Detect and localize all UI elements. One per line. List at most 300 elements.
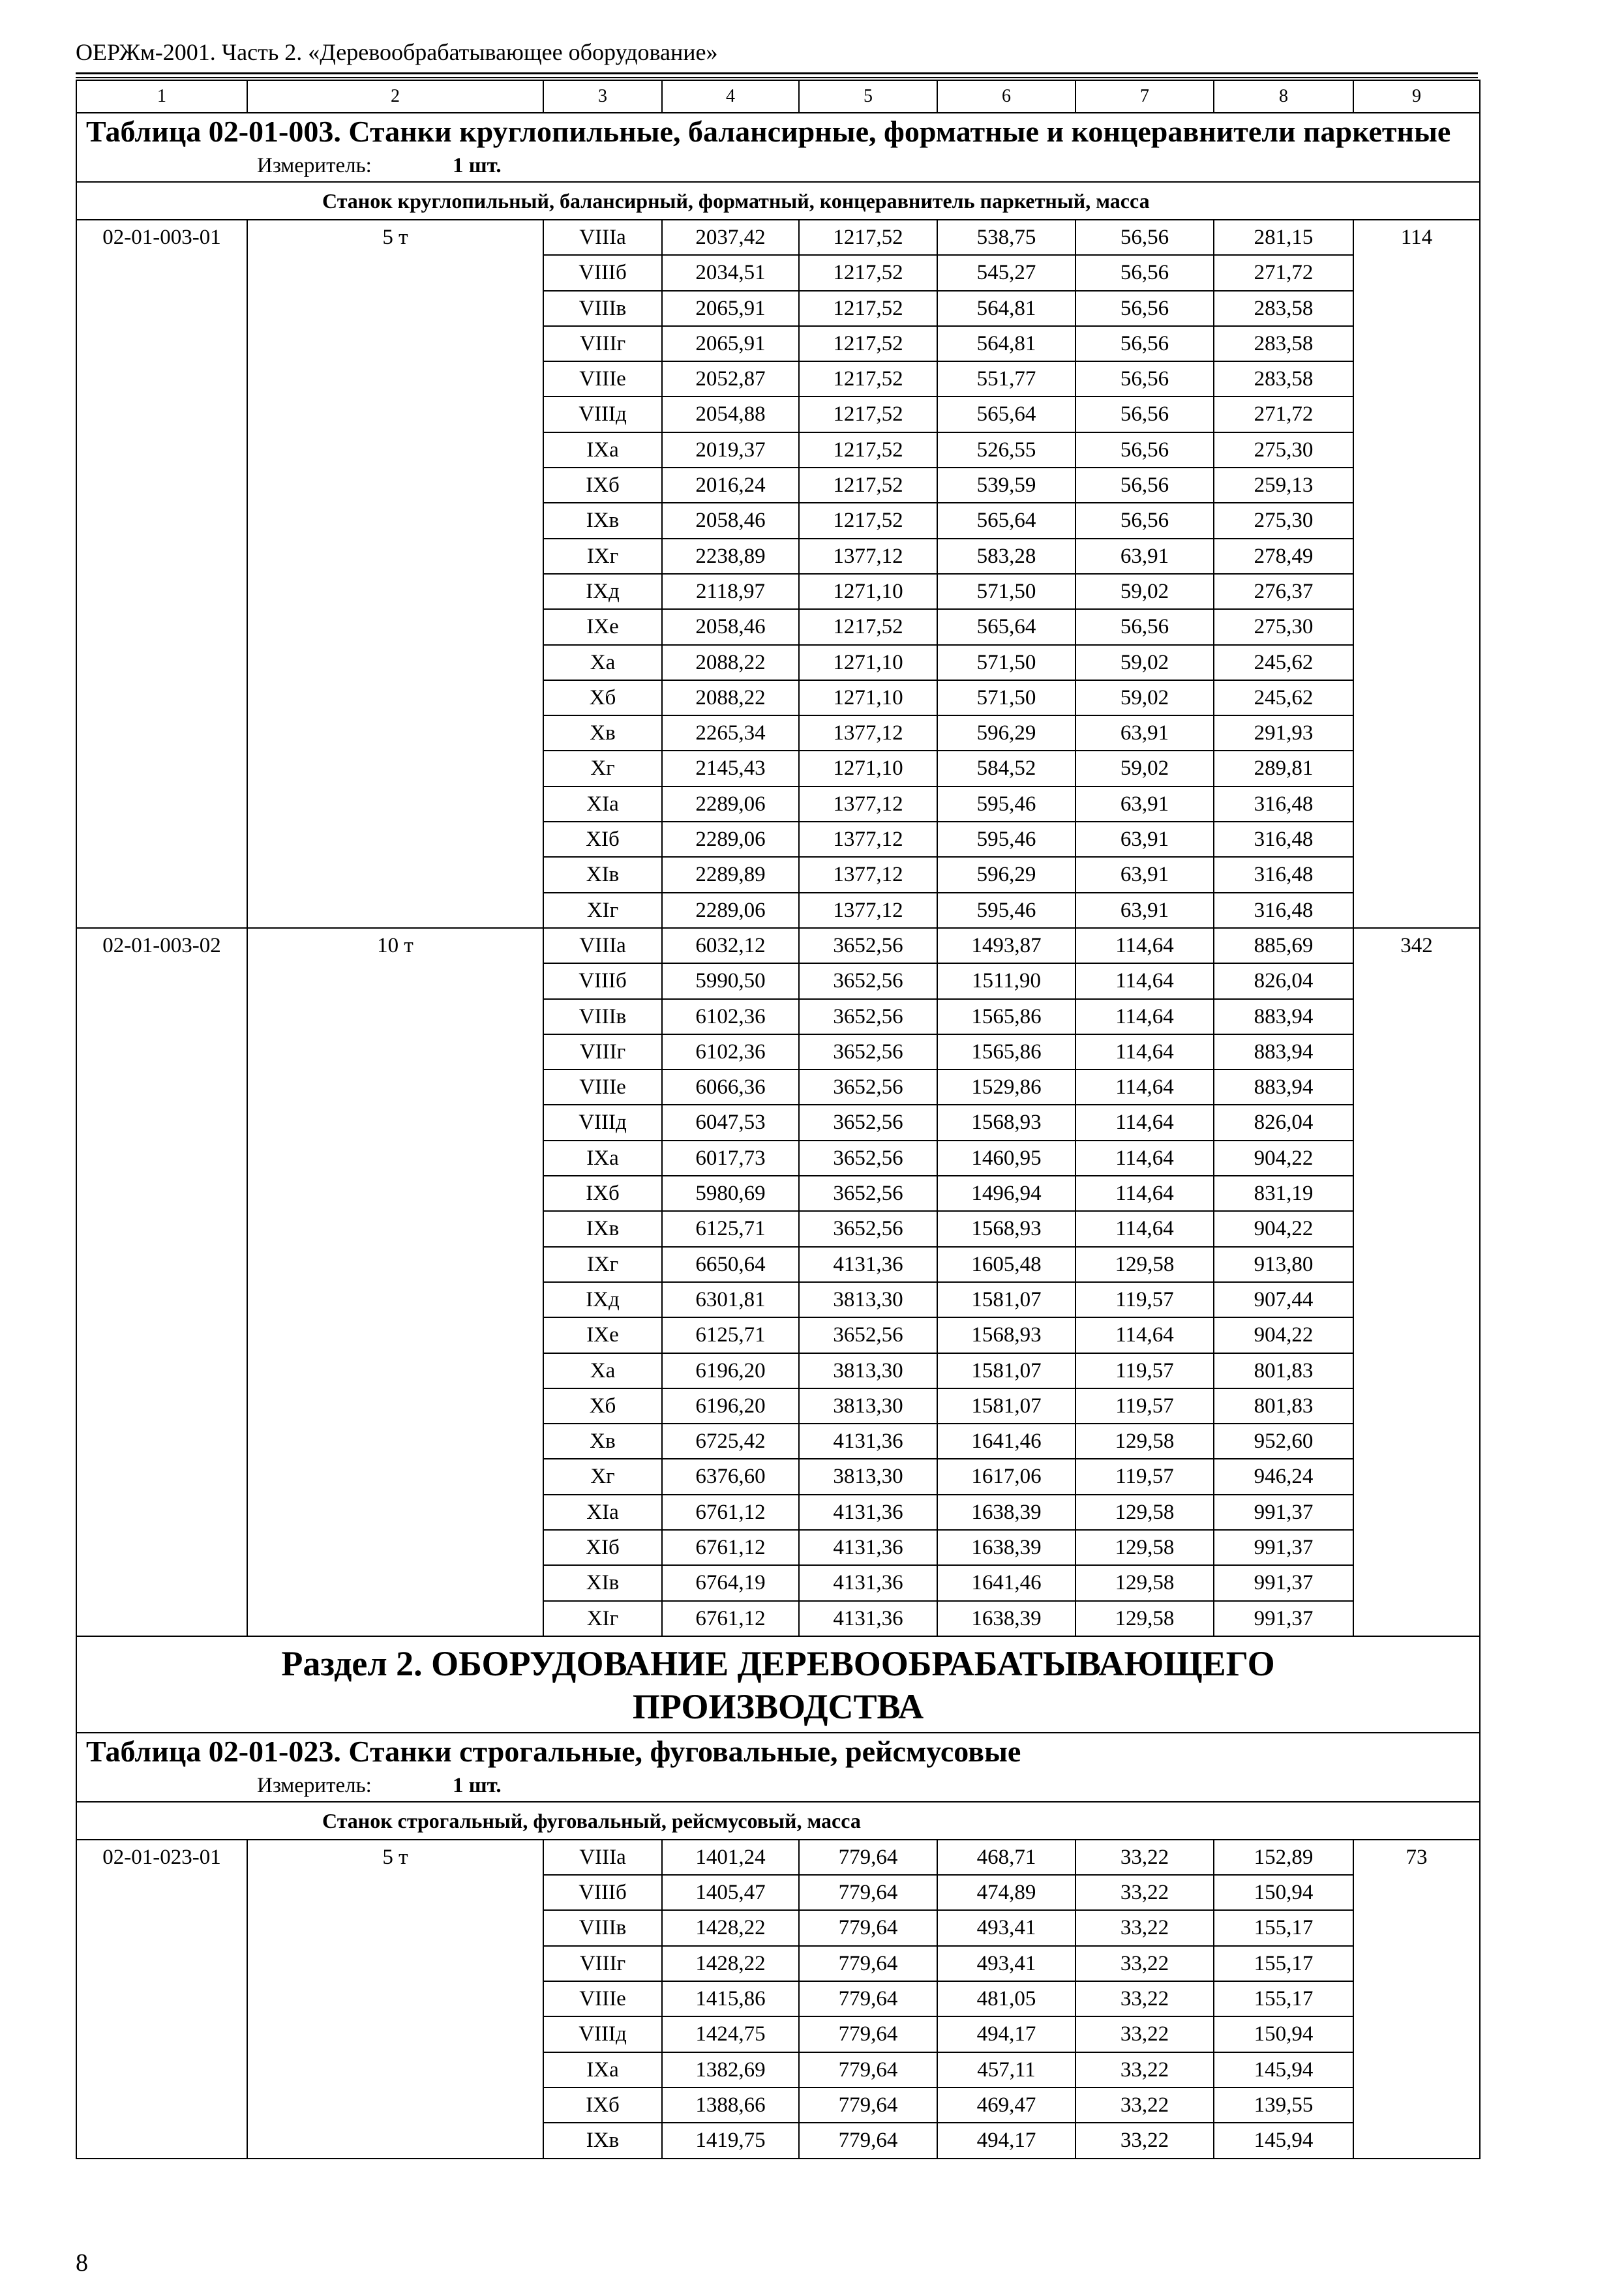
- header-rule: [76, 77, 1478, 78]
- price-value: 2118,97: [662, 574, 799, 609]
- price-value: 3652,56: [799, 1211, 937, 1246]
- price-value: 63,91: [1075, 822, 1214, 857]
- zone-code: Xа: [543, 1353, 662, 1388]
- price-value: 1568,93: [937, 1211, 1075, 1246]
- zone-code: XIв: [543, 1565, 662, 1600]
- price-value: 1405,47: [662, 1875, 799, 1910]
- price-value: 1641,46: [937, 1565, 1075, 1600]
- price-value: 63,91: [1075, 786, 1214, 822]
- price-value: 1568,93: [937, 1105, 1075, 1140]
- price-value: 571,50: [937, 645, 1075, 680]
- labor-value: 342: [1353, 928, 1480, 1636]
- labor-value: 73: [1353, 1840, 1480, 2159]
- price-value: 129,58: [1075, 1424, 1214, 1459]
- price-value: 1377,12: [799, 857, 937, 892]
- price-value: 883,94: [1214, 1034, 1353, 1070]
- price-value: 2289,06: [662, 786, 799, 822]
- price-value: 2289,06: [662, 822, 799, 857]
- price-value: 283,58: [1214, 326, 1353, 361]
- price-value: 469,47: [937, 2087, 1075, 2123]
- price-value: 779,64: [799, 2087, 937, 2123]
- price-value: 129,58: [1075, 1565, 1214, 1600]
- price-value: 1568,93: [937, 1317, 1075, 1353]
- price-value: 1217,52: [799, 361, 937, 396]
- price-value: 1217,52: [799, 432, 937, 468]
- price-value: 271,72: [1214, 255, 1353, 290]
- price-value: 1401,24: [662, 1840, 799, 1875]
- price-value: 3652,56: [799, 1070, 937, 1105]
- price-value: 2065,91: [662, 326, 799, 361]
- resource-code: 02-01-003-01: [76, 220, 247, 928]
- zone-code: IXб: [543, 1176, 662, 1211]
- price-value: 283,58: [1214, 291, 1353, 326]
- price-value: 2034,51: [662, 255, 799, 290]
- price-value: 155,17: [1214, 1910, 1353, 1945]
- price-value: 1271,10: [799, 751, 937, 786]
- price-value: 114,64: [1075, 963, 1214, 998]
- resource-code: 02-01-003-02: [76, 928, 247, 1636]
- zone-code: XIг: [543, 893, 662, 928]
- price-value: 275,30: [1214, 432, 1353, 468]
- price-value: 2065,91: [662, 291, 799, 326]
- zone-code: Xв: [543, 1424, 662, 1459]
- table-title-cell: [76, 113, 1480, 182]
- price-value: 6047,53: [662, 1105, 799, 1140]
- price-value: 2054,88: [662, 396, 799, 432]
- price-value: 6066,36: [662, 1070, 799, 1105]
- price-value: 56,56: [1075, 255, 1214, 290]
- price-value: 4131,36: [799, 1601, 937, 1636]
- mass: 5 т: [247, 1840, 543, 2159]
- price-value: 565,64: [937, 396, 1075, 432]
- price-value: 33,22: [1075, 1946, 1214, 1981]
- column-number: 5: [799, 80, 937, 113]
- price-value: 545,27: [937, 255, 1075, 290]
- price-value: 114,64: [1075, 1070, 1214, 1105]
- zone-code: IXб: [543, 2087, 662, 2123]
- price-value: 145,94: [1214, 2052, 1353, 2087]
- price-value: 150,94: [1214, 1875, 1353, 1910]
- price-value: 1581,07: [937, 1353, 1075, 1388]
- zone-code: IXе: [543, 1317, 662, 1353]
- mass: 5 т: [247, 220, 543, 928]
- price-value: 245,62: [1214, 645, 1353, 680]
- table-title: Таблица 02-01-003. Станки круглопильные, балансирные, форматные и концеравнители паркетные: [86, 115, 1451, 148]
- price-value: 119,57: [1075, 1353, 1214, 1388]
- price-value: 571,50: [937, 680, 1075, 715]
- price-value: 6125,71: [662, 1317, 799, 1353]
- zone-code: IXд: [543, 574, 662, 609]
- zone-code: VIIIб: [543, 1875, 662, 1910]
- price-value: 119,57: [1075, 1388, 1214, 1424]
- price-value: 5980,69: [662, 1176, 799, 1211]
- table-row: [76, 1840, 1480, 1875]
- price-value: 779,64: [799, 2016, 937, 2052]
- zone-code: IXа: [543, 432, 662, 468]
- price-value: 494,17: [937, 2016, 1075, 2052]
- price-value: 6196,20: [662, 1388, 799, 1424]
- mass: 10 т: [247, 928, 543, 1636]
- price-value: 33,22: [1075, 2123, 1214, 2158]
- table-title-cell: [76, 1733, 1480, 1802]
- price-value: 63,91: [1075, 715, 1214, 751]
- price-value: 6196,20: [662, 1353, 799, 1388]
- price-value: 595,46: [937, 893, 1075, 928]
- zone-code: VIIIд: [543, 396, 662, 432]
- price-value: 114,64: [1075, 1105, 1214, 1140]
- price-value: 779,64: [799, 2052, 937, 2087]
- measure-line: [86, 150, 1479, 181]
- price-value: 278,49: [1214, 539, 1353, 574]
- price-value: 56,56: [1075, 396, 1214, 432]
- zone-code: IXв: [543, 1211, 662, 1246]
- price-value: 56,56: [1075, 503, 1214, 538]
- zone-code: XIг: [543, 1601, 662, 1636]
- zone-code: Xг: [543, 1459, 662, 1494]
- price-value: 3652,56: [799, 999, 937, 1034]
- zone-code: Xб: [543, 680, 662, 715]
- price-value: 565,64: [937, 609, 1075, 644]
- price-value: 801,83: [1214, 1388, 1353, 1424]
- price-value: 1638,39: [937, 1530, 1075, 1565]
- price-value: 316,48: [1214, 857, 1353, 892]
- price-value: 275,30: [1214, 609, 1353, 644]
- price-value: 565,64: [937, 503, 1075, 538]
- measure-label: Измеритель:: [257, 1773, 372, 1797]
- price-value: 4131,36: [799, 1495, 937, 1530]
- zone-code: IXб: [543, 468, 662, 503]
- price-value: 281,15: [1214, 220, 1353, 255]
- price-value: 3652,56: [799, 963, 937, 998]
- price-value: 283,58: [1214, 361, 1353, 396]
- price-value: 3813,30: [799, 1282, 937, 1317]
- price-value: 991,37: [1214, 1495, 1353, 1530]
- price-value: 991,37: [1214, 1565, 1353, 1600]
- price-value: 114,64: [1075, 928, 1214, 963]
- price-value: 1377,12: [799, 539, 937, 574]
- price-value: 271,72: [1214, 396, 1353, 432]
- zone-code: VIIIб: [543, 963, 662, 998]
- price-value: 2016,24: [662, 468, 799, 503]
- price-value: 779,64: [799, 1875, 937, 1910]
- price-value: 2058,46: [662, 609, 799, 644]
- price-value: 1493,87: [937, 928, 1075, 963]
- zone-code: VIIIд: [543, 1105, 662, 1140]
- price-value: 539,59: [937, 468, 1075, 503]
- column-number: 9: [1353, 80, 1480, 113]
- price-value: 1217,52: [799, 396, 937, 432]
- measure-label: Измеритель:: [257, 154, 372, 177]
- price-value: 4131,36: [799, 1424, 937, 1459]
- price-value: 1496,94: [937, 1176, 1075, 1211]
- price-value: 114,64: [1075, 1034, 1214, 1070]
- price-value: 1638,39: [937, 1495, 1075, 1530]
- price-value: 2289,06: [662, 893, 799, 928]
- price-value: 946,24: [1214, 1459, 1353, 1494]
- price-value: 1428,22: [662, 1910, 799, 1945]
- zone-code: VIIIа: [543, 220, 662, 255]
- price-value: 6102,36: [662, 999, 799, 1034]
- price-value: 3652,56: [799, 1317, 937, 1353]
- price-value: 59,02: [1075, 751, 1214, 786]
- price-value: 155,17: [1214, 1946, 1353, 1981]
- price-value: 1377,12: [799, 715, 937, 751]
- price-value: 56,56: [1075, 609, 1214, 644]
- price-value: 6017,73: [662, 1141, 799, 1176]
- price-value: 56,56: [1075, 291, 1214, 326]
- price-value: 457,11: [937, 2052, 1075, 2087]
- price-value: 779,64: [799, 2123, 937, 2158]
- running-header: ОЕРЖм-2001. Часть 2. «Деревообрабатывающее оборудование»: [76, 39, 718, 65]
- price-value: 3652,56: [799, 1034, 937, 1070]
- zone-code: IXа: [543, 1141, 662, 1176]
- price-value: 474,89: [937, 1875, 1075, 1910]
- price-value: 114,64: [1075, 1317, 1214, 1353]
- price-value: 1217,52: [799, 503, 937, 538]
- price-value: 6125,71: [662, 1211, 799, 1246]
- table-title-row: [76, 1733, 1480, 1802]
- price-value: 885,69: [1214, 928, 1353, 963]
- price-value: 119,57: [1075, 1282, 1214, 1317]
- zone-code: VIIIд: [543, 2016, 662, 2052]
- price-value: 907,44: [1214, 1282, 1353, 1317]
- price-value: 2052,87: [662, 361, 799, 396]
- price-value: 6301,81: [662, 1282, 799, 1317]
- price-value: 6376,60: [662, 1459, 799, 1494]
- price-value: 289,81: [1214, 751, 1353, 786]
- price-value: 139,55: [1214, 2087, 1353, 2123]
- zone-code: Xв: [543, 715, 662, 751]
- price-value: 59,02: [1075, 680, 1214, 715]
- resource-code: 02-01-023-01: [76, 1840, 247, 2159]
- price-value: 5990,50: [662, 963, 799, 998]
- price-value: 145,94: [1214, 2123, 1353, 2158]
- price-value: 6761,12: [662, 1495, 799, 1530]
- price-value: 2058,46: [662, 503, 799, 538]
- price-value: 1217,52: [799, 255, 937, 290]
- price-value: 596,29: [937, 715, 1075, 751]
- zone-code: VIIIг: [543, 326, 662, 361]
- price-value: 481,05: [937, 1981, 1075, 2016]
- price-value: 1529,86: [937, 1070, 1075, 1105]
- labor-value: 114: [1353, 220, 1480, 928]
- price-value: 6102,36: [662, 1034, 799, 1070]
- price-value: 493,41: [937, 1910, 1075, 1945]
- price-value: 56,56: [1075, 361, 1214, 396]
- zone-code: VIIIа: [543, 928, 662, 963]
- zone-code: Xб: [543, 1388, 662, 1424]
- column-number: 7: [1075, 80, 1214, 113]
- price-value: 59,02: [1075, 645, 1214, 680]
- price-value: 6032,12: [662, 928, 799, 963]
- price-value: 155,17: [1214, 1981, 1353, 2016]
- zone-code: VIIIг: [543, 1034, 662, 1070]
- measure-line: [86, 1770, 1479, 1801]
- price-value: 1511,90: [937, 963, 1075, 998]
- price-value: 1217,52: [799, 291, 937, 326]
- price-value: 316,48: [1214, 822, 1353, 857]
- measure-value: 1 шт.: [453, 154, 502, 177]
- price-value: 2238,89: [662, 539, 799, 574]
- column-number: 1: [76, 80, 247, 113]
- price-value: 150,94: [1214, 2016, 1353, 2052]
- price-value: 3813,30: [799, 1459, 937, 1494]
- price-value: 2088,22: [662, 680, 799, 715]
- price-value: 1217,52: [799, 326, 937, 361]
- price-value: 883,94: [1214, 1070, 1353, 1105]
- price-value: 4131,36: [799, 1247, 937, 1282]
- price-value: 571,50: [937, 574, 1075, 609]
- price-value: 1271,10: [799, 680, 937, 715]
- price-value: 4131,36: [799, 1565, 937, 1600]
- price-value: 779,64: [799, 1981, 937, 2016]
- price-value: 114,64: [1075, 1211, 1214, 1246]
- price-value: 56,56: [1075, 468, 1214, 503]
- price-value: 3813,30: [799, 1388, 937, 1424]
- price-value: 276,37: [1214, 574, 1353, 609]
- price-value: 1565,86: [937, 999, 1075, 1034]
- price-value: 2088,22: [662, 645, 799, 680]
- zone-code: XIв: [543, 857, 662, 892]
- price-value: 129,58: [1075, 1601, 1214, 1636]
- price-value: 129,58: [1075, 1530, 1214, 1565]
- price-value: 2289,89: [662, 857, 799, 892]
- price-value: 551,77: [937, 361, 1075, 396]
- price-value: 596,29: [937, 857, 1075, 892]
- zone-code: Xг: [543, 751, 662, 786]
- zone-code: IXа: [543, 2052, 662, 2087]
- price-value: 913,80: [1214, 1247, 1353, 1282]
- zone-code: IXе: [543, 609, 662, 644]
- price-value: 6650,64: [662, 1247, 799, 1282]
- price-value: 1428,22: [662, 1946, 799, 1981]
- price-value: 6761,12: [662, 1530, 799, 1565]
- column-number-row: [76, 80, 1480, 113]
- price-value: 779,64: [799, 1840, 937, 1875]
- subheader: Станок круглопильный, балансирный, форматный, концеравнитель паркетный, масса: [76, 182, 1480, 220]
- zone-code: IXв: [543, 503, 662, 538]
- price-value: 114,64: [1075, 1141, 1214, 1176]
- price-value: 1424,75: [662, 2016, 799, 2052]
- column-number: 6: [937, 80, 1075, 113]
- price-value: 6761,12: [662, 1601, 799, 1636]
- price-value: 1377,12: [799, 786, 937, 822]
- subheader: Станок строгальный, фуговальный, рейсмусовый, масса: [76, 1802, 1480, 1840]
- zone-code: VIIIе: [543, 361, 662, 396]
- price-value: 564,81: [937, 326, 1075, 361]
- price-value: 56,56: [1075, 432, 1214, 468]
- price-value: 33,22: [1075, 2087, 1214, 2123]
- price-value: 831,19: [1214, 1176, 1353, 1211]
- zone-code: VIIIв: [543, 999, 662, 1034]
- price-value: 1217,52: [799, 609, 937, 644]
- price-value: 1638,39: [937, 1601, 1075, 1636]
- zone-code: IXд: [543, 1282, 662, 1317]
- price-value: 1377,12: [799, 893, 937, 928]
- price-value: 1460,95: [937, 1141, 1075, 1176]
- price-value: 1581,07: [937, 1282, 1075, 1317]
- section-heading-line: ПРОИЗВОДСТВА: [632, 1686, 924, 1726]
- table-title-row: [76, 113, 1480, 182]
- price-value: 6764,19: [662, 1565, 799, 1600]
- column-number: 2: [247, 80, 543, 113]
- price-value: 1641,46: [937, 1424, 1075, 1459]
- price-value: 595,46: [937, 822, 1075, 857]
- price-value: 33,22: [1075, 1875, 1214, 1910]
- price-value: 1605,48: [937, 1247, 1075, 1282]
- price-value: 952,60: [1214, 1424, 1353, 1459]
- section-row: [76, 1636, 1480, 1733]
- price-value: 33,22: [1075, 1840, 1214, 1875]
- price-value: 63,91: [1075, 857, 1214, 892]
- section-heading-line: Раздел 2. ОБОРУДОВАНИЕ ДЕРЕВООБРАБАТЫВАЮЩЕГО: [281, 1643, 1275, 1683]
- price-value: 245,62: [1214, 680, 1353, 715]
- price-value: 275,30: [1214, 503, 1353, 538]
- price-value: 991,37: [1214, 1601, 1353, 1636]
- price-value: 564,81: [937, 291, 1075, 326]
- zone-code: Xа: [543, 645, 662, 680]
- price-value: 1388,66: [662, 2087, 799, 2123]
- zone-code: IXв: [543, 2123, 662, 2158]
- price-value: 468,71: [937, 1840, 1075, 1875]
- price-value: 494,17: [937, 2123, 1075, 2158]
- price-value: 152,89: [1214, 1840, 1353, 1875]
- table-row: [76, 220, 1480, 255]
- price-value: 2019,37: [662, 432, 799, 468]
- price-value: 1565,86: [937, 1034, 1075, 1070]
- price-value: 526,55: [937, 432, 1075, 468]
- price-value: 33,22: [1075, 1910, 1214, 1945]
- subheader-row: [76, 182, 1480, 220]
- price-value: 56,56: [1075, 220, 1214, 255]
- table-row: [76, 928, 1480, 963]
- zone-code: VIIIе: [543, 1070, 662, 1105]
- price-value: 4131,36: [799, 1530, 937, 1565]
- section-heading: [76, 1636, 1480, 1733]
- price-value: 1271,10: [799, 645, 937, 680]
- zone-code: VIIIв: [543, 1910, 662, 1945]
- price-table: [76, 80, 1481, 2159]
- price-value: 1217,52: [799, 220, 937, 255]
- price-value: 1382,69: [662, 2052, 799, 2087]
- price-value: 1581,07: [937, 1388, 1075, 1424]
- price-value: 904,22: [1214, 1317, 1353, 1353]
- price-value: 114,64: [1075, 1176, 1214, 1211]
- price-value: 2265,34: [662, 715, 799, 751]
- zone-code: VIIIе: [543, 1981, 662, 2016]
- price-value: 316,48: [1214, 786, 1353, 822]
- price-value: 826,04: [1214, 1105, 1353, 1140]
- price-value: 779,64: [799, 1910, 937, 1945]
- zone-code: XIб: [543, 822, 662, 857]
- price-value: 63,91: [1075, 539, 1214, 574]
- column-number: 4: [662, 80, 799, 113]
- price-value: 33,22: [1075, 2052, 1214, 2087]
- price-value: 2145,43: [662, 751, 799, 786]
- price-value: 1419,75: [662, 2123, 799, 2158]
- price-value: 1271,10: [799, 574, 937, 609]
- measure-value: 1 шт.: [453, 1773, 502, 1797]
- page-number: 8: [76, 2249, 88, 2277]
- price-value: 259,13: [1214, 468, 1353, 503]
- zone-code: VIIIа: [543, 1840, 662, 1875]
- zone-code: VIIIв: [543, 291, 662, 326]
- price-value: 3652,56: [799, 1105, 937, 1140]
- price-value: 779,64: [799, 1946, 937, 1981]
- price-value: 883,94: [1214, 999, 1353, 1034]
- price-value: 3813,30: [799, 1353, 937, 1388]
- column-number: 8: [1214, 80, 1353, 113]
